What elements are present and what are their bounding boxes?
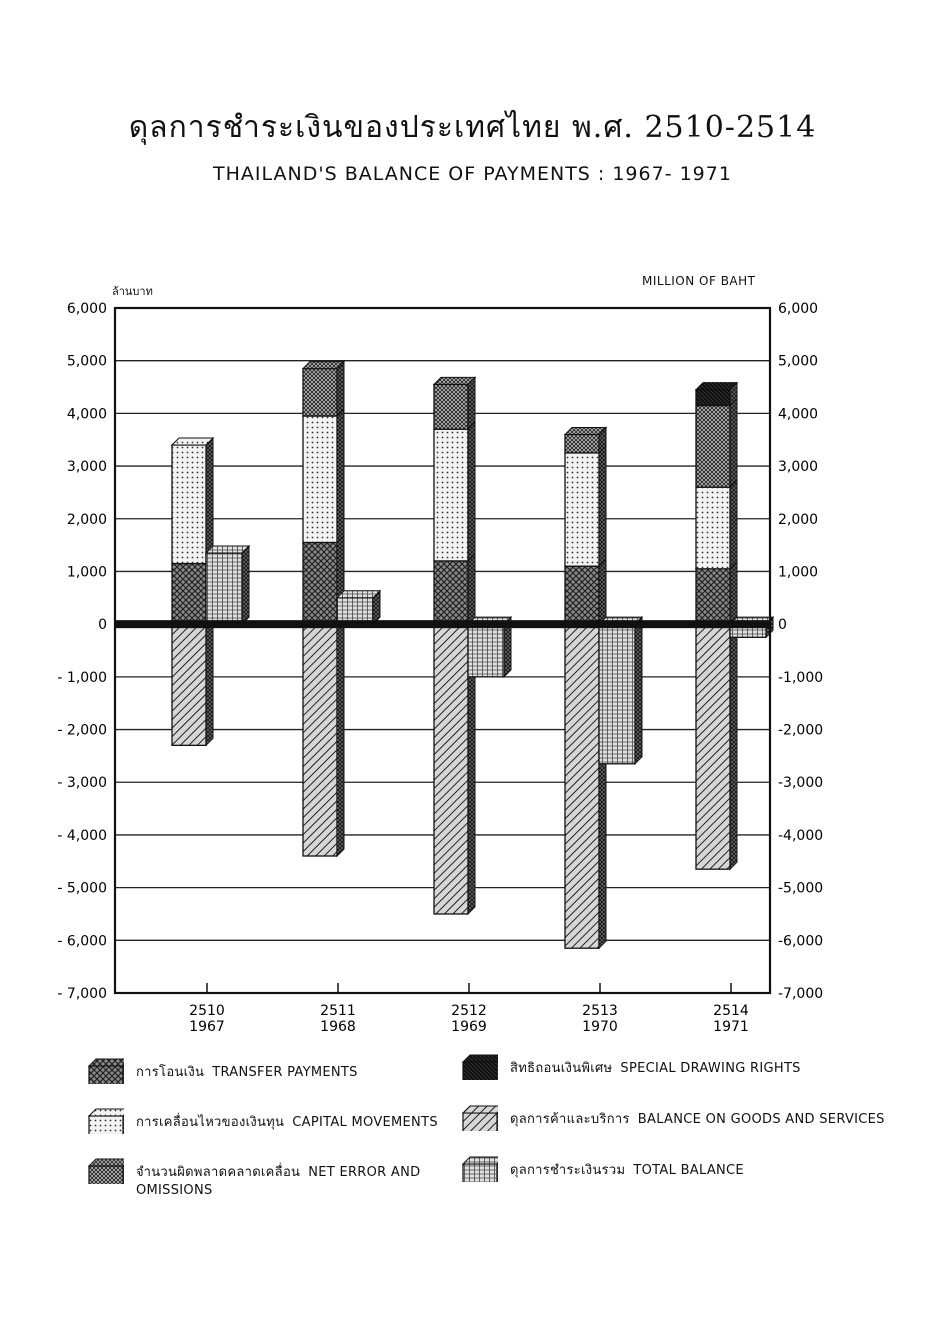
bar-total-1968-top [337,591,380,598]
bar-capital-1967-side [206,438,213,564]
bar-capital-1970 [565,453,599,566]
y-tick-label-left: 1,000 [66,564,107,581]
x-tick-label-year: 1967 [189,1019,225,1035]
bar-capital-1969-side [468,422,475,561]
bar-stack-1970-top [565,427,606,434]
y-tick-label-left: - 7,000 [57,986,107,1002]
legend-label-transfer: TRANSFER PAYMENTS [212,1065,358,1080]
legend-thai-total: ดุลการชำระเงินรวม [510,1163,626,1178]
bar-goods-1971-side [730,617,737,869]
x-tick-label-thai: 2511 [320,1003,356,1019]
bar-error-1970 [565,434,599,452]
bar-capital-1970-side [599,446,606,566]
bar-transfer-1970-side [599,559,606,624]
x-tick-label-year: 1969 [451,1019,487,1035]
y-tick-label-left: - 5,000 [57,880,107,897]
bar-error-1971-side [730,398,737,487]
category-group-1967 [172,438,249,745]
legend-label-goods: BALANCE ON GOODS AND SERVICES [637,1112,885,1127]
x-tick-label-thai: 2513 [582,1003,618,1019]
category-group-1969 [434,377,511,914]
unit-label-right: MILLION OF BAHT [642,274,756,288]
y-tick-label-left: 2,000 [66,511,107,528]
y-tick-label-left: 5,000 [66,353,107,370]
y-tick-label-right: 5,000 [778,353,819,370]
bar-total-1967-top [206,546,249,553]
bar-goods-1968 [303,624,337,856]
legend-thai-error: จำนวนผิดพลาดคลาดเคลื่อน [136,1165,301,1180]
y-tick-label-left: - 3,000 [57,775,107,792]
zero-line [115,620,770,628]
bar-transfer-1968 [303,542,337,624]
bar-capital-1969 [434,429,468,561]
y-tick-label-right: -2,000 [778,722,824,739]
bar-total-1967-side [242,546,249,624]
legend-thai-transfer: การโอนเงิน [136,1065,205,1080]
bar-goods-1969 [434,624,468,914]
bar-transfer-1971 [696,569,730,624]
y-tick-label-right: 1,000 [778,564,819,581]
chart-title-thai: ดุลการชำระเงินของประเทศไทย พ.ศ. 2510-2514 [128,110,817,145]
bar-transfer-1971-side [730,562,737,624]
y-tick-label-right: 4,000 [778,406,819,423]
bar-total-1970-side [635,617,642,764]
bar-goods-1970 [565,624,599,948]
legend-label-error: NET ERROR AND OMISSIONS [136,1165,421,1198]
bar-error-1969-side [468,377,475,429]
bar-transfer-1970 [565,566,599,624]
y-tick-label-right: -6,000 [778,933,824,950]
bar-goods-1967-side [206,617,213,745]
y-tick-label-right: 6,000 [778,301,819,317]
bar-stack-1969-top [434,377,475,384]
bar-goods-1971 [696,624,730,869]
x-tick-label-year: 1971 [713,1019,749,1035]
y-tick-label-right: -3,000 [778,775,824,792]
y-tick-label-right: -4,000 [778,827,824,844]
bar-total-1969 [468,624,504,677]
legend-thai-sdr: สิทธิถอนเงินพิเศษ [510,1061,613,1076]
unit-label-left: ล้านบาท [112,285,153,298]
bar-stack-1967-top [172,438,213,445]
bar-goods-1967 [172,624,206,745]
y-tick-label-left: - 2,000 [57,722,107,739]
y-tick-label-left: 0 [98,617,107,634]
legend-thai-capital: การเคลื่อนไหวของเงินทุน [136,1115,285,1130]
bar-error-1971 [696,405,730,487]
y-tick-label-left: 4,000 [66,406,107,423]
y-tick-label-right: 2,000 [778,511,819,528]
bar-capital-1971-side [730,480,737,569]
y-tick-label-left: - 1,000 [57,669,107,686]
bar-transfer-1969 [434,561,468,624]
legend-label-total: TOTAL BALANCE [633,1163,744,1178]
bar-sdr-1971 [696,390,730,406]
bar-total-1970 [599,624,635,764]
bar-error-1968-side [337,362,344,416]
bar-error-1969 [434,384,468,429]
y-tick-label-right: 3,000 [778,459,819,476]
y-tick-label-right: -5,000 [778,880,824,897]
y-tick-label-left: 3,000 [66,459,107,476]
bar-stack-1971-top [696,383,737,390]
bar-capital-1968 [303,416,337,542]
y-tick-label-left: - 6,000 [57,933,107,950]
y-tick-label-right: -7,000 [778,986,824,1002]
x-tick-label-thai: 2510 [189,1003,225,1019]
legend-thai-goods: ดุลการค้าและบริการ [510,1112,630,1127]
x-tick-label-year: 1968 [320,1019,356,1035]
bar-total-1967 [206,553,242,624]
y-tick-label-left: - 4,000 [57,827,107,844]
x-tick-label-year: 1970 [582,1019,618,1035]
bar-capital-1968-side [337,409,344,542]
x-tick-label-thai: 2512 [451,1003,487,1019]
y-tick-label-left: 6,000 [66,301,107,317]
bar-transfer-1969-side [468,554,475,624]
chart-title: THAILAND'S BALANCE OF PAYMENTS : 1967- 1971 [213,163,732,185]
legend-label-capital: CAPITAL MOVEMENTS [292,1115,438,1130]
bar-stack-1968-top [303,362,344,369]
y-tick-label-right: 0 [778,617,787,634]
y-tick-label-right: -1,000 [778,669,824,686]
x-tick-label-thai: 2514 [713,1003,749,1019]
bar-capital-1967 [172,445,206,564]
bar-transfer-1967 [172,564,206,625]
bar-goods-1968-side [337,617,344,856]
bar-error-1968 [303,369,337,416]
bar-capital-1971 [696,487,730,569]
category-group-1970 [565,427,642,948]
legend-label-sdr: SPECIAL DRAWING RIGHTS [620,1061,801,1076]
